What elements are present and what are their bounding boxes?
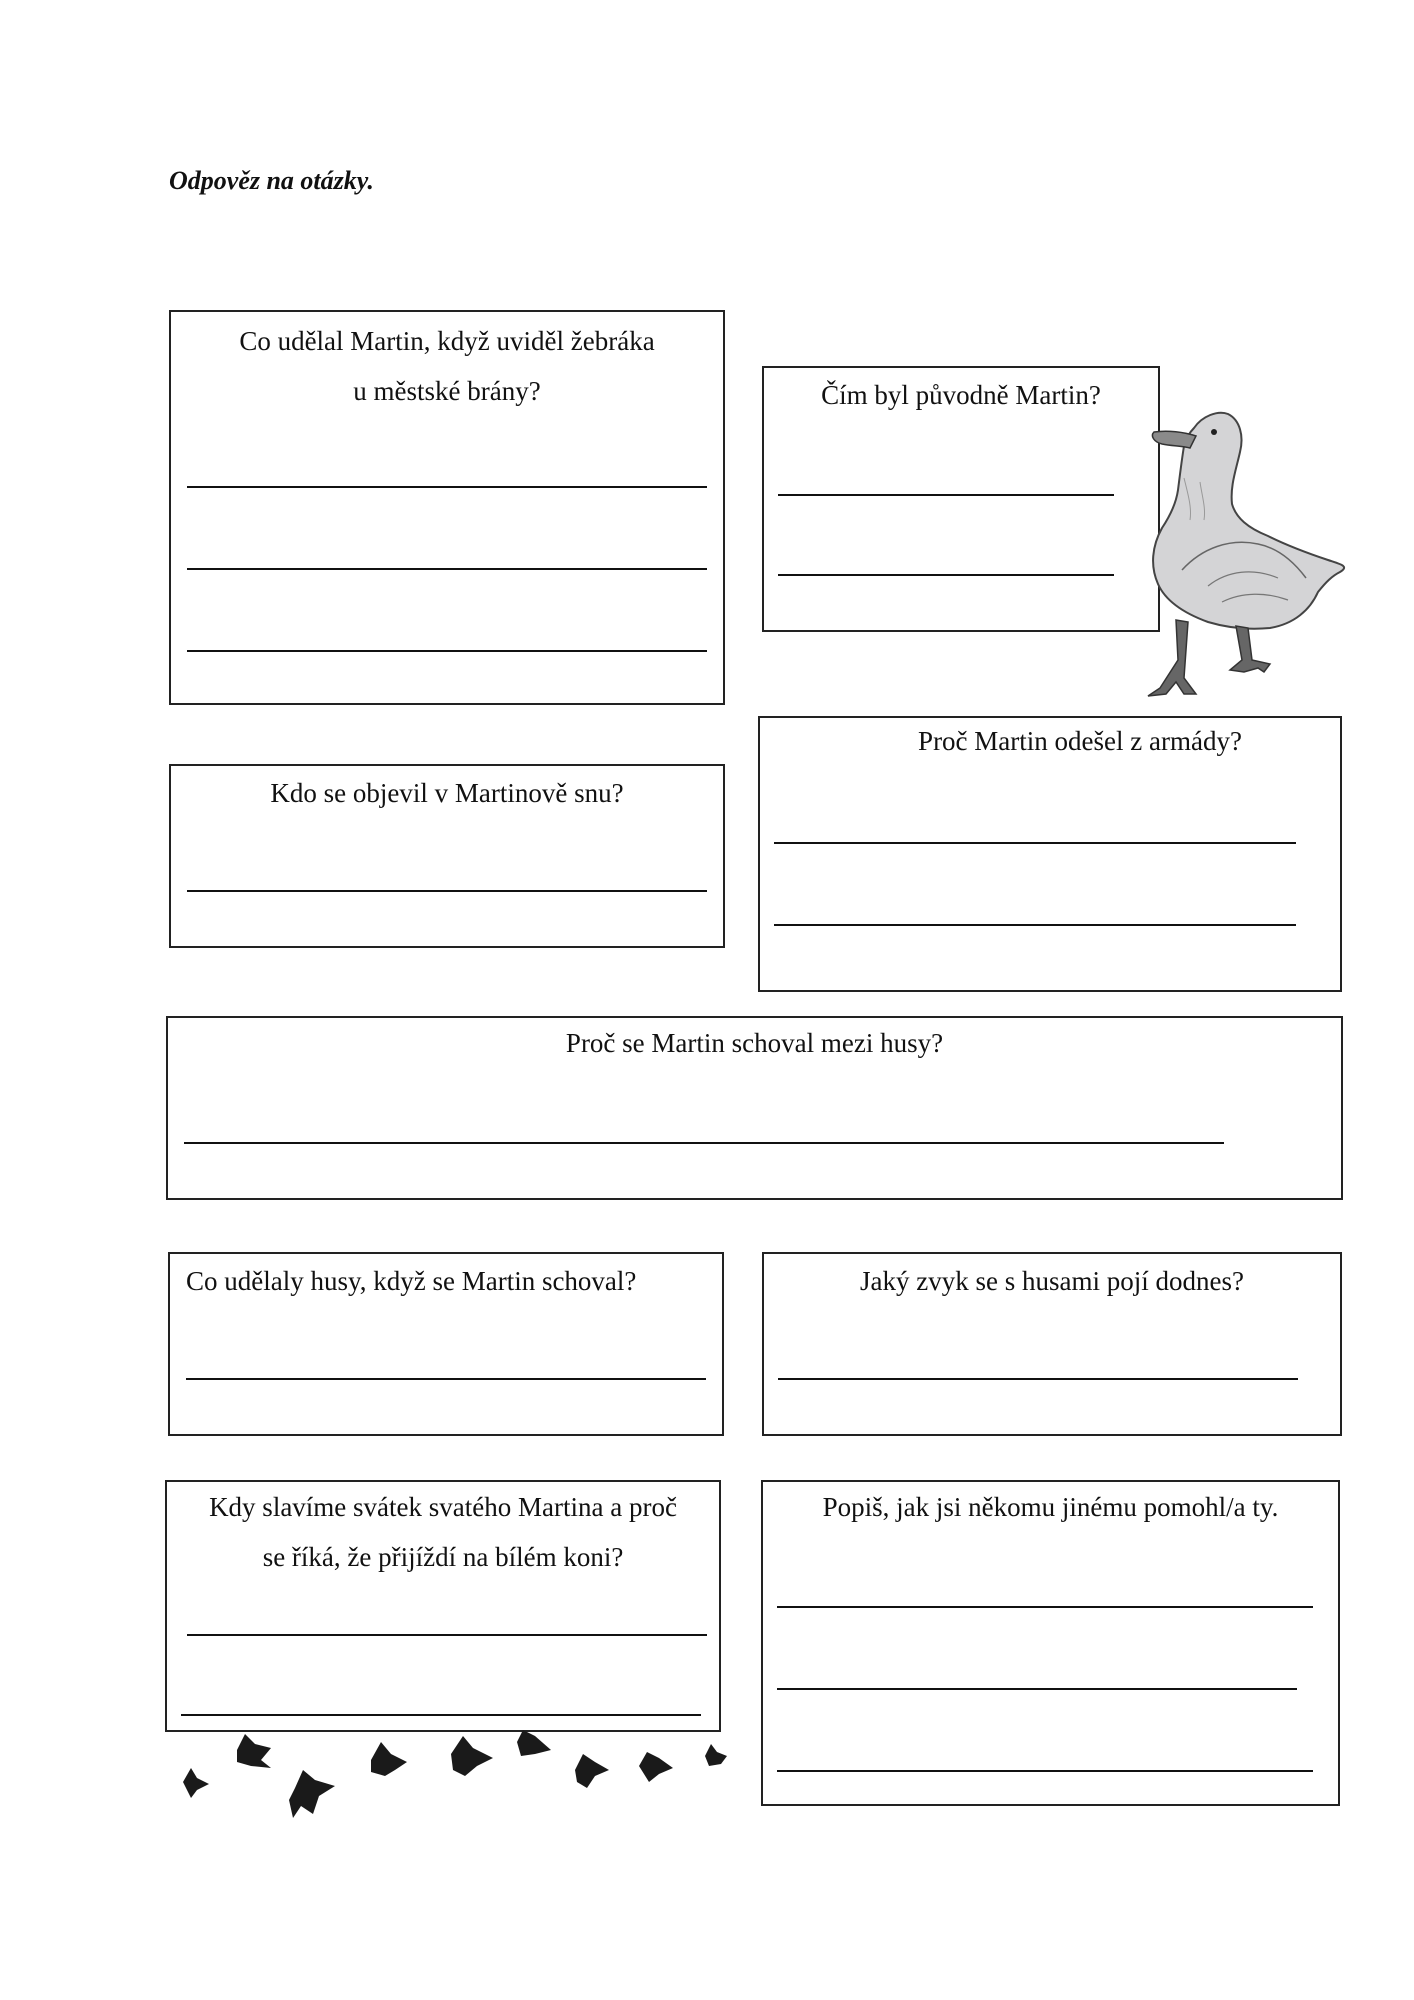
footprint-icon xyxy=(183,1768,209,1798)
goose-footprints xyxy=(175,1730,735,1840)
footprint-icon xyxy=(639,1752,673,1782)
footprint-icon xyxy=(451,1736,493,1776)
question-text: Kdo se objevil v Martinově snu? xyxy=(270,778,624,808)
question-box-left-army xyxy=(758,716,1342,992)
answer-line[interactable] xyxy=(187,890,707,892)
question-box-hid-among-geese xyxy=(166,1016,1343,1200)
question-text: Jaký zvyk se s husami pojí dodnes? xyxy=(860,1266,1244,1296)
answer-line[interactable] xyxy=(187,486,707,488)
answer-line[interactable] xyxy=(778,574,1114,576)
answer-line[interactable] xyxy=(184,1142,1224,1144)
answer-line[interactable] xyxy=(778,494,1114,496)
goose-illustration xyxy=(1118,398,1350,718)
goose-eye xyxy=(1211,429,1217,435)
footprint-icon xyxy=(517,1730,551,1756)
question-box-original-job xyxy=(762,366,1160,632)
question-box-helped-someone xyxy=(761,1480,1340,1806)
answer-line[interactable] xyxy=(777,1606,1313,1608)
answer-line[interactable] xyxy=(187,650,707,652)
answer-line[interactable] xyxy=(181,1714,701,1716)
footprint-icon xyxy=(705,1744,727,1766)
answer-line[interactable] xyxy=(778,1378,1298,1380)
answer-line[interactable] xyxy=(777,1770,1313,1772)
goose-right-leg xyxy=(1230,626,1270,672)
footprint-icon xyxy=(289,1770,335,1818)
footprint-icon xyxy=(575,1754,609,1788)
question-box-feast-day xyxy=(165,1480,721,1732)
question-box-dream xyxy=(169,764,725,948)
question-text: Proč Martin odešel z armády? xyxy=(918,726,1242,756)
question-text: Co udělaly husy, když se Martin schoval? xyxy=(186,1266,637,1296)
question-box-good-deed xyxy=(169,310,725,705)
answer-line[interactable] xyxy=(186,1378,706,1380)
question-text: Čím byl původně Martin? xyxy=(821,380,1101,410)
footprint-icon xyxy=(237,1734,271,1768)
question-text-line-1: Kdy slavíme svátek svatého Martina a proč xyxy=(209,1492,677,1522)
answer-line[interactable] xyxy=(774,842,1296,844)
question-text: Popiš, jak jsi někomu jinému pomohl/a ty. xyxy=(822,1492,1279,1522)
question-text-line-2: se říká, že přijíždí na bílém koni? xyxy=(262,1542,624,1572)
answer-line[interactable] xyxy=(187,568,707,570)
question-text: Proč se Martin schoval mezi husy? xyxy=(565,1028,944,1058)
worksheet-heading: Odpověz na otázky. xyxy=(169,166,374,195)
question-text-line-2: u městské brány? xyxy=(353,376,541,406)
footprint-icon xyxy=(371,1742,407,1776)
answer-line[interactable] xyxy=(777,1688,1297,1690)
goose-beak xyxy=(1152,431,1196,448)
goose-left-leg xyxy=(1148,620,1196,696)
question-box-geese-custom xyxy=(762,1252,1342,1436)
answer-line[interactable] xyxy=(774,924,1296,926)
question-text-line-1: Co udělal Martin, když uviděl žebráka xyxy=(239,326,655,356)
answer-line[interactable] xyxy=(187,1634,707,1636)
question-box-geese-reaction xyxy=(168,1252,724,1436)
